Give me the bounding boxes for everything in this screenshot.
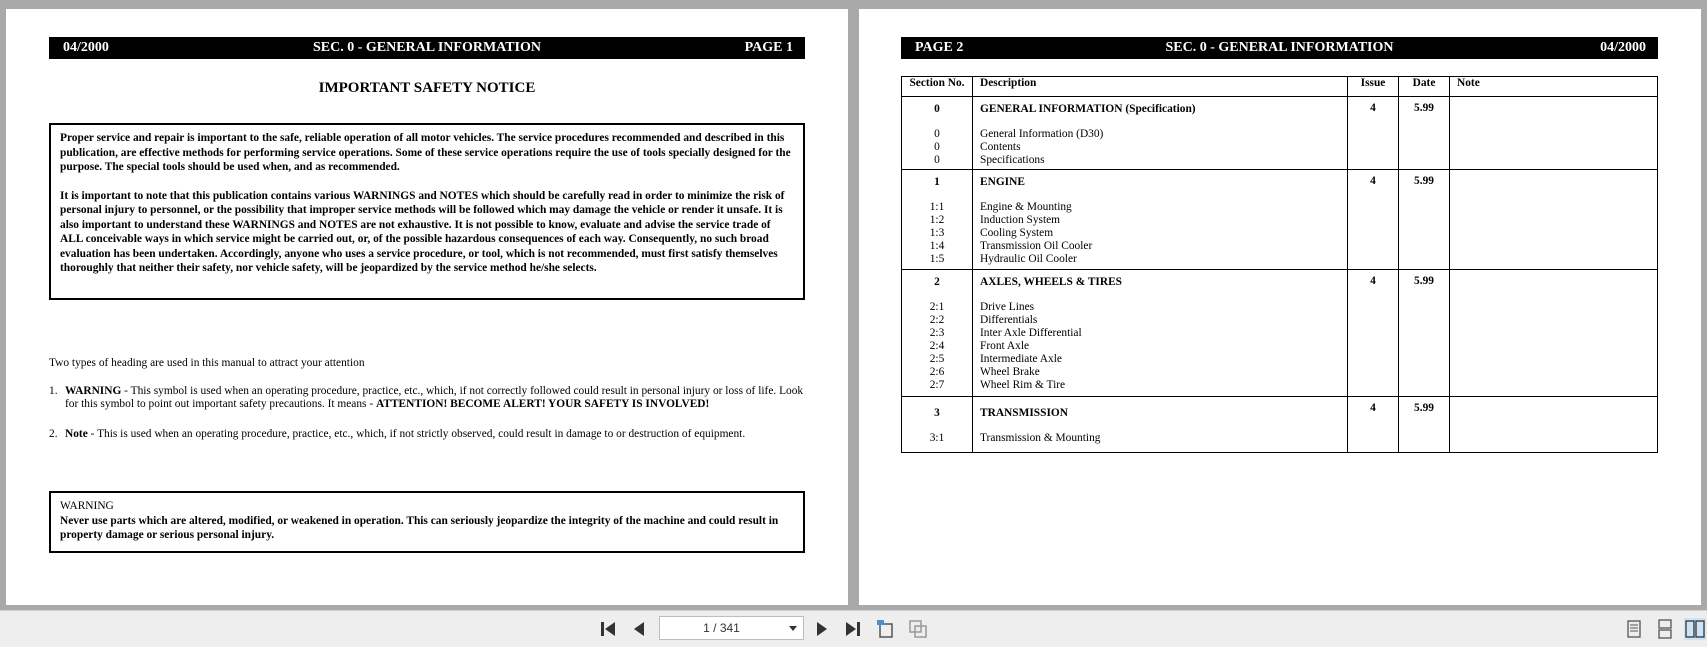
subsection-description: Inter Axle Differential xyxy=(980,327,1082,339)
page-header xyxy=(901,37,1658,59)
table-row xyxy=(902,170,1658,270)
notice-paragraph: Proper service and repair is important to the safe, reliable operation of all motor vehicles. The service procedures recommended and described in this publication, are effective methods for performing service operations. Some of these service operations require the use of tools specially designed for the purpose. The special tools should be used when, and as recommended. xyxy=(60,132,791,173)
section-number: 3 xyxy=(934,407,940,419)
section-number: 1 xyxy=(934,176,940,188)
list-number: 1. xyxy=(49,385,58,397)
header-date: 04/2000 xyxy=(63,40,109,55)
viewer-toolbar xyxy=(0,610,1707,647)
column-header: Section No. xyxy=(902,77,973,97)
prev-page-icon[interactable] xyxy=(630,619,650,639)
subsection-number: 3:1 xyxy=(929,432,945,444)
column-header: Date xyxy=(1399,77,1450,97)
header-page-number: PAGE 1 xyxy=(744,40,793,55)
issue-cell: 4 xyxy=(1348,270,1399,397)
date-cell: 5.99 xyxy=(1399,397,1450,453)
document-page-2 xyxy=(859,9,1701,605)
list-text: - This is used when an operating procedure, practice, etc., which, if not strictly observed, could result in damage to or destruction of equipment. xyxy=(87,428,746,440)
subsection-number: 2:4 xyxy=(929,340,945,352)
date-cell: 5.99 xyxy=(1399,170,1450,270)
section-title: AXLES, WHEELS & TIRES xyxy=(980,276,1123,288)
subsection-number: 2:1 xyxy=(929,301,945,313)
header-page-number: PAGE 2 xyxy=(915,40,964,55)
subsection-description: Differentials xyxy=(980,314,1038,326)
notice-paragraph: It is important to note that this publication contains various WARNINGS and NOTES which should be carefully read in order to minimize the risk of personal injury to personnel, or the possibility that improper service methods will be followed which may damage the vehicle or render it unsafe. It is also important to understand these WARNINGS and NOTES are not exhaustive. It is not possible to know, evaluate and advise the service trade of xyxy=(60,189,785,231)
list-label: WARNING xyxy=(65,385,122,397)
warning-title: WARNING xyxy=(60,500,114,512)
subsection-description: Specifications xyxy=(980,154,1045,166)
warning-text: Never use parts which are altered, modified, or weakened in operation. This can seriously jeopardize the integrity of the machine and could result in property damage or serious personal injury. xyxy=(60,514,779,541)
header-section: SEC. 0 - GENERAL INFORMATION xyxy=(1165,40,1394,55)
table-row xyxy=(902,270,1658,397)
date-cell: 5.99 xyxy=(1399,97,1450,170)
issue-cell: 4 xyxy=(1348,170,1399,270)
page-title: IMPORTANT SAFETY NOTICE xyxy=(318,80,536,96)
section-title: GENERAL INFORMATION (Specification) xyxy=(980,103,1196,115)
intro-text: Two types of heading are used in this manual to attract your attention xyxy=(49,357,365,369)
subsection-number: 0 xyxy=(934,154,940,166)
page-number-input[interactable] xyxy=(659,616,804,640)
subsection-number: 2:2 xyxy=(929,314,945,326)
section-title: ENGINE xyxy=(980,176,1025,188)
subsection-description: General Information (D30) xyxy=(980,128,1104,140)
notice-paragraph: ALL conceivable ways in which service might be carried out, or, of the possible hazardous consequences of each way. Consequently, no such broad evaluation has been undertaken. Accordingly, anyone who uses a service procedure, or tool, which is not recommended, must first satisfy themselves thoroughly that neither their safety, nor vehicle safety, will be jeopardized by the service method he/she selects. xyxy=(60,233,778,274)
list-text: - This symbol is used when an operating procedure, practice, etc., which, if not correctly followed could result in personal injury or loss of life. Look for this symbol to point out important safety precautions. It means - xyxy=(65,385,804,410)
subsection-number: 0 xyxy=(934,141,940,153)
column-header: Note xyxy=(1450,77,1658,97)
subsection-description: Intermediate Axle xyxy=(980,353,1062,365)
subsection-description: Engine & Mounting xyxy=(980,201,1072,213)
column-header: Description xyxy=(973,77,1348,97)
subsection-description: Wheel Rim & Tire xyxy=(980,379,1066,391)
note-cell xyxy=(1450,397,1658,453)
two-page-view-icon[interactable] xyxy=(1684,618,1706,640)
single-page-view-icon[interactable] xyxy=(1624,619,1644,639)
subsection-number: 1:2 xyxy=(929,214,945,226)
next-page-icon[interactable] xyxy=(811,619,831,639)
table-row xyxy=(902,97,1658,170)
subsection-description: Transmission & Mounting xyxy=(980,432,1101,444)
subsection-number: 1:5 xyxy=(929,253,945,265)
subsection-description: Hydraulic Oil Cooler xyxy=(980,253,1077,265)
section-number: 2 xyxy=(934,276,940,288)
last-page-icon[interactable] xyxy=(843,619,863,639)
subsection-description: Cooling System xyxy=(980,227,1054,239)
first-page-icon[interactable] xyxy=(598,619,618,639)
section-number: 0 xyxy=(934,103,940,115)
note-cell xyxy=(1450,97,1658,170)
subsection-description: Drive Lines xyxy=(980,301,1035,313)
chevron-down-icon[interactable] xyxy=(789,626,797,631)
table-row xyxy=(902,397,1658,453)
warning-box xyxy=(49,491,805,553)
subsection-description: Induction System xyxy=(980,214,1061,226)
subsection-number: 2:3 xyxy=(929,327,945,339)
page-indicator: 1 / 341 xyxy=(703,621,740,635)
contents-table xyxy=(901,76,1658,453)
subsection-description: Transmission Oil Cooler xyxy=(980,240,1093,252)
header-section: SEC. 0 - GENERAL INFORMATION xyxy=(312,40,542,55)
section-title: TRANSMISSION xyxy=(980,407,1068,419)
subsection-description: Contents xyxy=(980,141,1021,153)
date-cell: 5.99 xyxy=(1399,270,1450,397)
list-number: 2. xyxy=(49,428,58,440)
subsection-number: 1:3 xyxy=(929,227,945,239)
list-label: Note xyxy=(65,428,88,440)
subsection-number: 2:5 xyxy=(929,353,945,365)
table-header-row xyxy=(902,77,1658,97)
document-page-1 xyxy=(6,9,848,605)
note-cell xyxy=(1450,270,1658,397)
continuous-view-icon[interactable] xyxy=(1655,619,1675,639)
subsection-description: Wheel Brake xyxy=(980,366,1040,378)
issue-cell: 4 xyxy=(1348,97,1399,170)
safety-notice-box xyxy=(49,123,805,300)
fit-width-icon[interactable] xyxy=(908,619,928,639)
column-header: Issue xyxy=(1348,77,1399,97)
subsection-number: 2:6 xyxy=(929,366,945,378)
list-emphasis: ATTENTION! BECOME ALERT! YOUR SAFETY IS INVOLVED! xyxy=(375,398,710,410)
subsection-number: 2:7 xyxy=(929,379,945,391)
subsection-number: 0 xyxy=(934,128,940,140)
page-header xyxy=(49,37,805,59)
fit-page-icon[interactable] xyxy=(876,619,896,639)
list-item xyxy=(49,385,809,411)
header-date: 04/2000 xyxy=(1600,40,1646,55)
note-cell xyxy=(1450,170,1658,270)
subsection-number: 1:1 xyxy=(929,201,945,213)
subsection-number: 1:4 xyxy=(929,240,945,252)
subsection-description: Front Axle xyxy=(980,340,1030,352)
issue-cell: 4 xyxy=(1348,397,1399,453)
list-item xyxy=(49,428,809,441)
